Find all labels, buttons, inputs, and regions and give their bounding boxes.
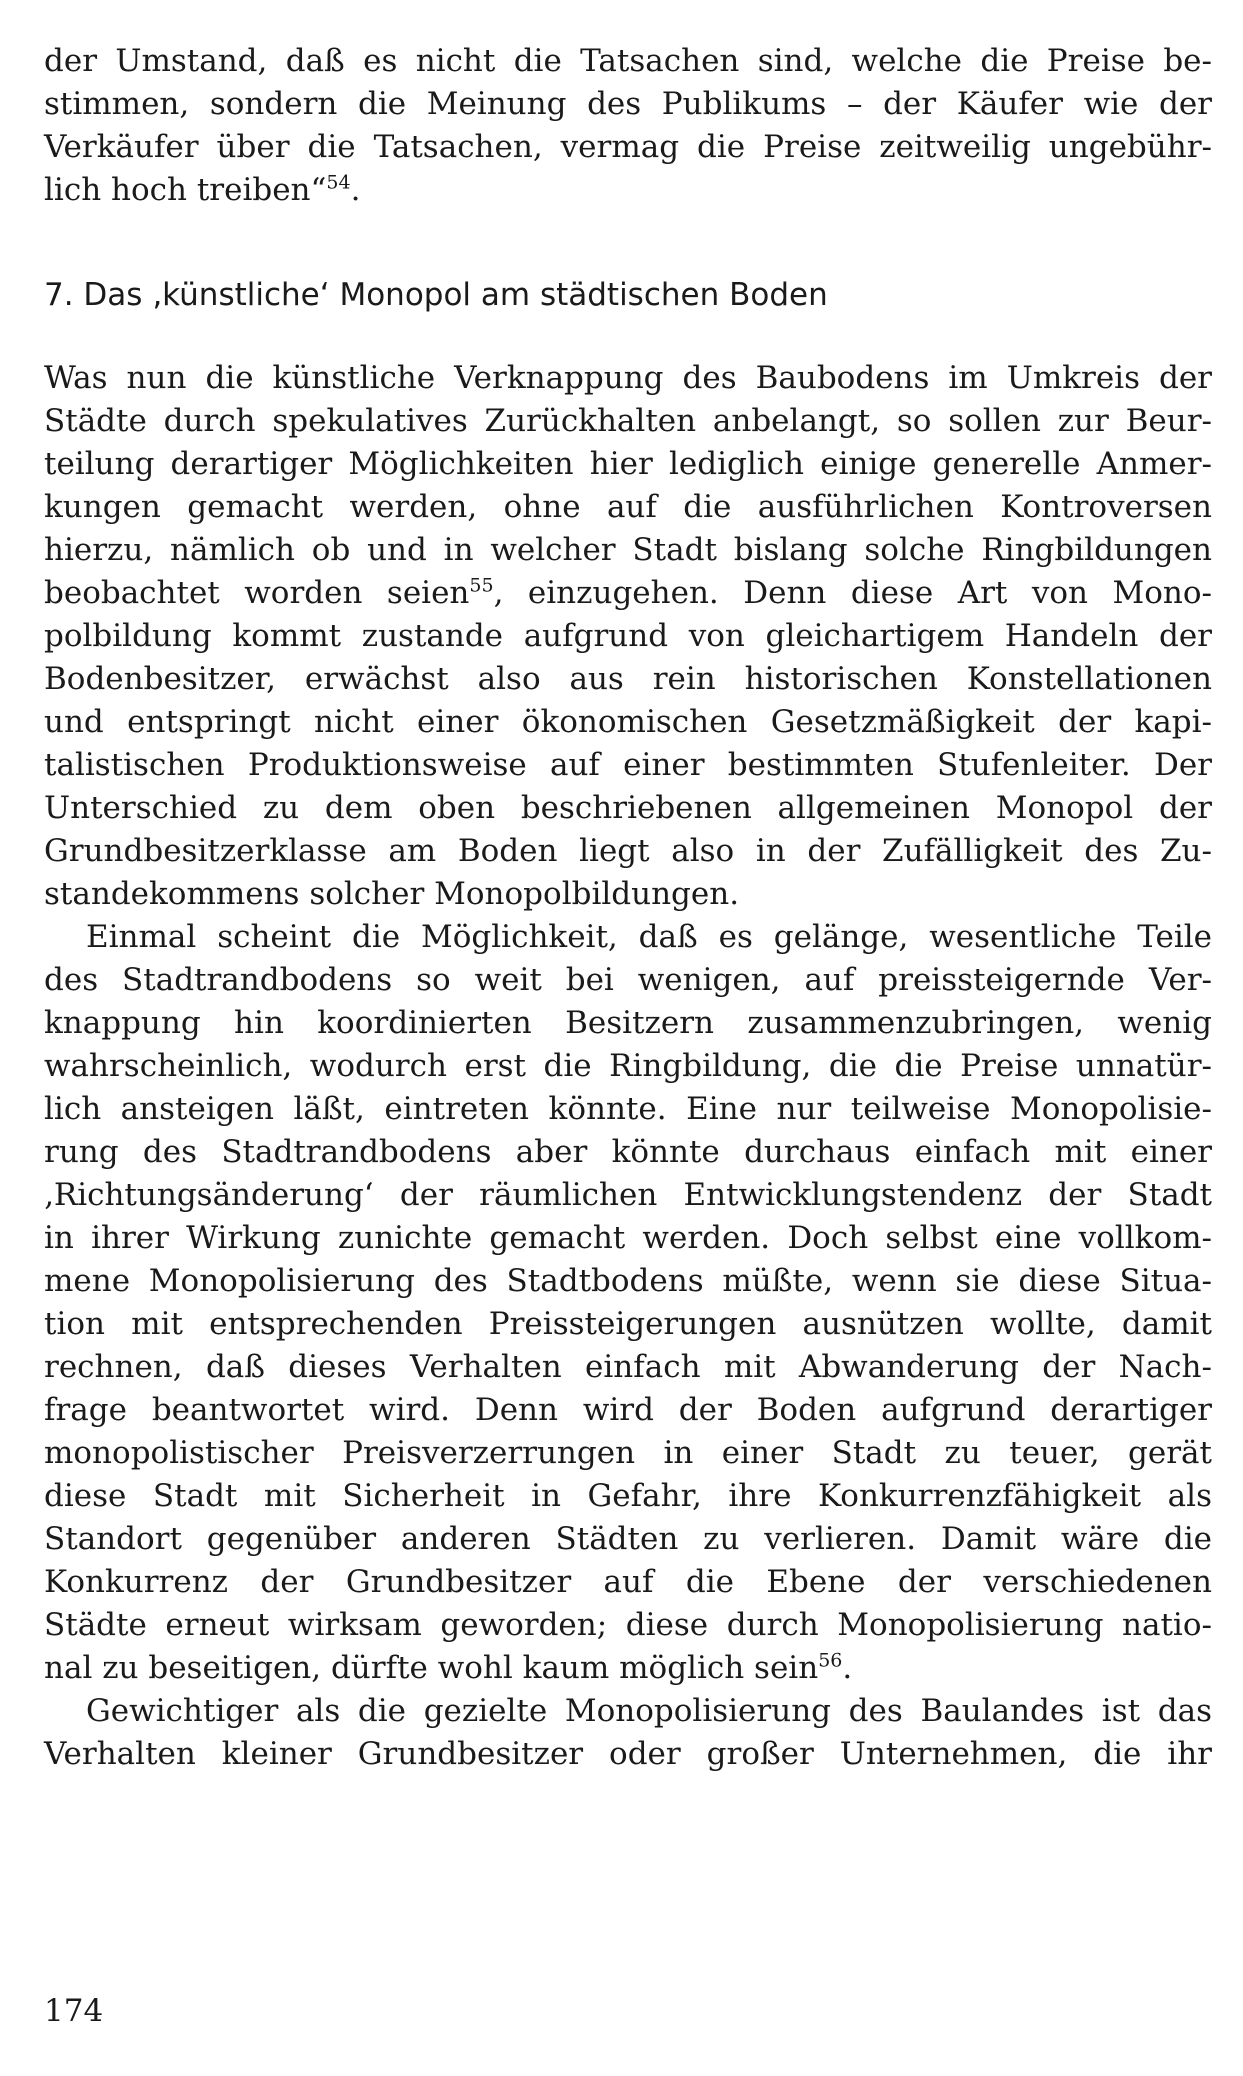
text-fragment: .: [842, 1650, 853, 1686]
text-line: standekommens solcher Monopolbildungen.: [44, 876, 740, 912]
top-paragraph: [44, 40, 1212, 212]
text-line: rung des Stadtrandbodens aber könnte durchaus einfach mit einer: [44, 1134, 1212, 1170]
text-fragment: lich hoch treiben“: [44, 172, 327, 208]
text-line: Verhalten kleiner Grundbesitzer oder großer Unternehmen, die ihr: [44, 1736, 1212, 1772]
text-fragment: .: [350, 172, 361, 208]
text-line: Konkurrenz der Grundbesitzer auf die Ebene der verschiedenen: [44, 1564, 1212, 1600]
text-line: Bodenbesitzer, erwächst also aus rein historischen Konstellationen: [44, 661, 1212, 697]
text-line: [44, 1647, 1212, 1690]
text-line: Standort gegenüber anderen Städten zu verlieren. Damit wäre die: [44, 1521, 1212, 1557]
text-line: [44, 572, 1212, 615]
text-line: Einmal scheint die Möglichkeit, daß es gelänge, wesentliche Teile: [86, 919, 1212, 955]
text-line: Städte durch spekulatives Zurückhalten anbelangt, so sollen zur Beur-: [44, 403, 1212, 439]
text-fragment: , einzugehen. Denn diese Art von Mono-: [493, 575, 1212, 611]
text-line: stimmen, sondern die Meinung des Publikums – der Käufer wie der: [44, 86, 1212, 122]
footnote-ref: 56: [818, 1649, 843, 1672]
text-line: Städte erneut wirksam geworden; diese durch Monopolisierung natio-: [44, 1607, 1212, 1643]
text-line: kungen gemacht werden, ohne auf die ausführlichen Kontroversen: [44, 489, 1212, 525]
text-line: in ihrer Wirkung zunichte gemacht werden. Doch selbst eine vollkom-: [44, 1220, 1212, 1256]
text-line: hierzu, nämlich ob und in welcher Stadt bislang solche Ringbildungen: [44, 532, 1212, 568]
document-page: [44, 40, 1212, 1776]
footnote-ref: 54: [326, 171, 351, 194]
text-line: monopolistischer Preisverzerrungen in einer Stadt zu teuer, gerät: [44, 1435, 1212, 1471]
text-line: wahrscheinlich, wodurch erst die Ringbildung, die die Preise unnatür-: [44, 1048, 1212, 1084]
text-line: talistischen Produktionsweise auf einer bestimmten Stufenleiter. Der: [44, 747, 1212, 783]
text-line: des Stadtrandbodens so weit bei wenigen, auf preissteigernde Ver-: [44, 962, 1212, 998]
paragraph-3: [44, 1690, 1212, 1776]
text-line: frage beantwortet wird. Denn wird der Boden aufgrund derartiger: [44, 1392, 1212, 1428]
text-line: lich ansteigen läßt, eintreten könnte. Eine nur teilweise Monopolisie-: [44, 1091, 1212, 1127]
page-number: 174: [44, 1993, 104, 2029]
section-heading: 7. Das ‚künstliche‘ Monopol am städtischen Boden: [44, 277, 828, 313]
text-line: Verkäufer über die Tatsachen, vermag die Preise zeitweilig ungebühr-: [44, 129, 1212, 165]
paragraph-2: [44, 916, 1212, 1690]
text-line: rechnen, daß dieses Verhalten einfach mit Abwanderung der Nach-: [44, 1349, 1212, 1385]
text-line: ‚Richtungsänderung‘ der räumlichen Entwicklungstendenz der Stadt: [44, 1177, 1212, 1213]
text-line: diese Stadt mit Sicherheit in Gefahr, ihre Konkurrenzfähigkeit als: [44, 1478, 1212, 1514]
text-line: knappung hin koordinierten Besitzern zusammenzubringen, wenig: [44, 1005, 1212, 1041]
text-line: Grundbesitzerklasse am Boden liegt also in der Zufälligkeit des Zu-: [44, 833, 1212, 869]
text-line: der Umstand, daß es nicht die Tatsachen sind, welche die Preise be-: [44, 43, 1212, 79]
text-line: Gewichtiger als die gezielte Monopolisierung des Baulandes ist das: [86, 1693, 1212, 1729]
text-line: tion mit entsprechenden Preissteigerungen ausnützen wollte, damit: [44, 1306, 1212, 1342]
text-line: polbildung kommt zustande aufgrund von gleichartigem Handeln der: [44, 618, 1212, 654]
text-line: [44, 169, 1212, 212]
text-fragment: beobachtet worden seien: [44, 575, 470, 611]
footnote-ref: 55: [469, 574, 494, 597]
text-fragment: nal zu beseitigen, dürfte wohl kaum möglich sein: [44, 1650, 819, 1686]
text-line: teilung derartiger Möglichkeiten hier lediglich einige generelle Anmer-: [44, 446, 1212, 482]
text-line: und entspringt nicht einer ökonomischen Gesetzmäßigkeit der kapi-: [44, 704, 1212, 740]
paragraph-1: [44, 357, 1212, 916]
text-line: mene Monopolisierung des Stadtbodens müßte, wenn sie diese Situa-: [44, 1263, 1212, 1299]
text-line: Was nun die künstliche Verknappung des Baubodens im Umkreis der: [44, 360, 1212, 396]
text-line: Unterschied zu dem oben beschriebenen allgemeinen Monopol der: [44, 790, 1212, 826]
